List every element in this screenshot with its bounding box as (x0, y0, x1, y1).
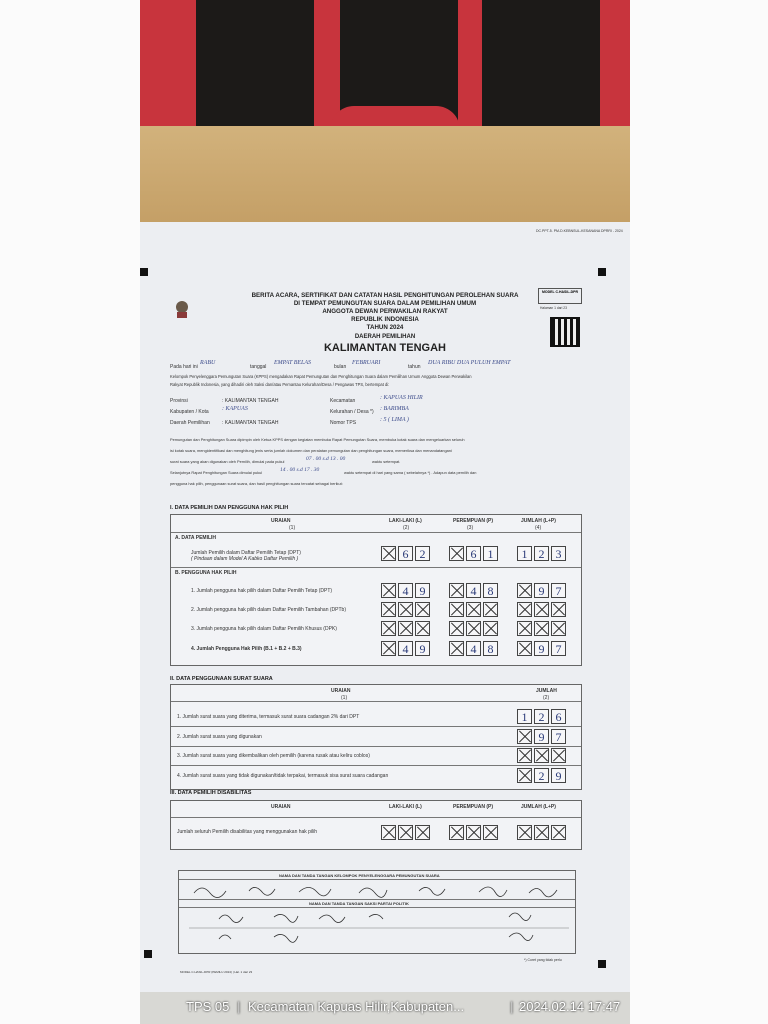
row-label: 2. Jumlah surat suara yang digunakan (177, 734, 262, 740)
digit-box (551, 602, 566, 617)
row-label: Jumlah Pemilih dalam Daftar Pemilih Tetap (DPT) (191, 550, 301, 556)
digit-box (449, 602, 464, 617)
row-label: 3. Jumlah pengguna hak pilih dalam Daftar Pemilih Khusus (DPK) (191, 626, 337, 632)
digit-box (534, 748, 549, 763)
table-surat-suara (170, 684, 582, 790)
b2-perempuan (449, 602, 498, 617)
row-divider (171, 746, 581, 747)
col-header: URAIAN (271, 804, 291, 810)
region-name: KALIMANTAN TENGAH (323, 342, 446, 354)
kabupaten-label: Kabupaten / Kota (170, 409, 209, 415)
footnote: *) Coret yang tidak perlu (524, 958, 562, 962)
digit-box: 7 (551, 729, 566, 744)
region-label: DAERAH PEMILIHAN (354, 334, 416, 340)
paragraph-text: isi kotak suara, mengidentifikasi dan menghitung jenis serta jumlah dokumen dan peralatan pemungutan dan penghitungan suara, memeriksa dan menandatangani (170, 448, 452, 453)
digit-box (415, 602, 430, 617)
row-divider (179, 907, 575, 908)
digit-box (517, 729, 532, 744)
row-label: Jumlah seluruh Pemilih disabilitas yang menggunakan hak pilih (177, 829, 318, 835)
datetime-overlay: 2024.02.14 17:47 (519, 999, 621, 1014)
digit-box (381, 825, 396, 840)
dis-perempuan (449, 825, 498, 840)
digit-box (381, 621, 396, 636)
b4-perempuan (449, 641, 498, 656)
b1-jumlah (517, 583, 566, 598)
digit-box (517, 825, 532, 840)
date-value: EMPAT BELAS (274, 360, 312, 366)
col-header: JUMLAH (L+P) (521, 804, 556, 810)
overlay-separator: | (510, 999, 514, 1014)
digit-box (551, 621, 566, 636)
col-header: PEREMPUAN (P) (453, 804, 494, 810)
kelurahan-value: : BARIMBA (380, 406, 409, 412)
overlay-separator: | (237, 999, 241, 1014)
intro-text: Kelompok Penyelenggara Pemungutan Suara (KPPS) mengadakan Rapat Pemungutan dan Penghitungan Suara dalam Pemilihan Umum Anggota Dewan Perwakilan (170, 374, 472, 379)
row-label: 3. Jumlah surat suara yang dikembalikan oleh pemilih (karena rusak atau keliru coblos) (177, 753, 370, 759)
col-header: LAKI-LAKI (L) (389, 518, 422, 524)
digit-box: 7 (551, 583, 566, 598)
digit-box: 1 (517, 546, 532, 561)
digit-box (534, 825, 549, 840)
digit-box (449, 825, 464, 840)
digit-box (398, 602, 413, 617)
digit-box (449, 641, 464, 656)
registration-mark (140, 268, 148, 276)
col-number: (3) (467, 525, 474, 531)
digit-box: 1 (517, 709, 532, 724)
month-label: bulan (334, 364, 347, 370)
kelurahan-label: Kelurahan / Desa *) (330, 409, 374, 415)
kecamatan-value: : KAPUAS HILIR (380, 395, 423, 401)
digit-box: 4 (466, 641, 481, 656)
digit-box (534, 602, 549, 617)
section-1-title: I. DATA PEMILIH DAN PENGGUNA HAK PILIH (170, 505, 289, 511)
model-label: MODEL C.HASIL-DPR (538, 288, 582, 304)
form-c-hasil (140, 222, 630, 992)
wooden-sill (140, 126, 630, 224)
digit-box (483, 621, 498, 636)
digit-box (381, 546, 396, 561)
signature-table (178, 870, 576, 954)
digit-box: 2 (534, 709, 549, 724)
row-label: 4. Jumlah Pengguna Hak Pilih (B.1 + B.2 + B.3) (191, 646, 302, 652)
year-label: tahun (408, 364, 421, 370)
dpt-laki (381, 546, 430, 561)
digit-box: 9 (551, 768, 566, 783)
digit-box (517, 583, 532, 598)
col-header: PEREMPUAN (P) (453, 518, 494, 524)
paragraph-text: pengguna hak pilih, penggunaan surat suara, dan hasil penghitungan suara tercatat sebagai berikut: (170, 481, 343, 486)
page-info: Halaman 1 dari 23 (540, 306, 567, 310)
digit-box (449, 583, 464, 598)
digit-box (517, 621, 532, 636)
col-number: (2) (403, 525, 410, 531)
col-header: URAIAN (271, 518, 291, 524)
row-divider (179, 899, 575, 900)
tps-value: : 5 ( LIMA ) (380, 417, 409, 423)
paragraph-text: surat suara yang akan digunakan oleh Pemilih, dimulai pada pukul (170, 459, 285, 464)
registration-mark (144, 950, 152, 958)
dpt-jumlah (517, 546, 566, 561)
row-divider (171, 532, 581, 533)
subsection-title: A. DATA PEMILIH (175, 535, 217, 541)
b1-perempuan (449, 583, 498, 598)
digit-box (381, 602, 396, 617)
row-divider (171, 567, 581, 568)
digit-box: 4 (398, 583, 413, 598)
digit-box: 4 (398, 641, 413, 656)
saksi-signatures (189, 909, 569, 949)
ss4-jumlah (517, 768, 566, 783)
row-label: 4. Jumlah surat suara yang tidak digunakan/tidak terpakai, termasuk sisa surat suara cadangan (177, 773, 389, 779)
dpt-perempuan (449, 546, 498, 561)
dapil-value: : KALIMANTAN TENGAH (222, 420, 279, 426)
digit-box: 6 (398, 546, 413, 561)
provinsi-value: : KALIMANTAN TENGAH (222, 398, 279, 404)
digit-box (517, 602, 532, 617)
form-title: BERITA ACARA, SERTIFIKAT DAN CATATAN HASIL PENGHITUNGAN PEROLEHAN SUARA (251, 292, 519, 299)
digit-box: 9 (534, 641, 549, 656)
table-data-pemilih (170, 514, 582, 666)
digit-box: 9 (415, 583, 430, 598)
digit-box: 3 (551, 546, 566, 561)
b4-jumlah (517, 641, 566, 656)
digit-box (415, 825, 430, 840)
table-disabilitas (170, 800, 582, 850)
paragraph-text: Selanjutnya Rapat Penghitungan Suara dimulai pukul (170, 470, 263, 475)
row-note: ( Pindaan dalam Model A Kabko Daftar Pemilih ) (191, 556, 299, 562)
digit-box: 6 (466, 546, 481, 561)
row-label: 1. Jumlah pengguna hak pilih dalam Daftar Pemilih Tetap (DPT) (191, 588, 333, 594)
ss2-jumlah (517, 729, 566, 744)
day-label: Pada hari ini (170, 364, 198, 370)
digit-box: 2 (534, 546, 549, 561)
digit-box: 4 (466, 583, 481, 598)
time-count: 14 . 00 s.d 17 . 30 (280, 467, 320, 473)
window-bar (314, 0, 340, 130)
digit-box (483, 602, 498, 617)
digit-box: 9 (534, 729, 549, 744)
col-header: JUMLAH (L+P) (521, 518, 556, 524)
ss3-jumlah (517, 748, 566, 763)
b3-perempuan (449, 621, 498, 636)
dis-laki (381, 825, 430, 840)
digit-box (551, 825, 566, 840)
col-number: (1) (341, 695, 348, 701)
window-frame-right (600, 0, 630, 130)
digit-box: 2 (415, 546, 430, 561)
digit-box (517, 641, 532, 656)
digit-box: 2 (534, 768, 549, 783)
window-frame-left (140, 0, 196, 130)
month-value: FEBRUARI (352, 360, 381, 366)
b3-jumlah (517, 621, 566, 636)
saksi-signature-title: NAMA DAN TANDA TANGAN SAKSI PARTAI POLITIK (309, 901, 409, 906)
date-label: tanggal (250, 364, 267, 370)
kpps-signatures (189, 881, 569, 899)
digit-box (517, 748, 532, 763)
registration-mark (598, 268, 606, 276)
provinsi-label: Provinsi (170, 398, 188, 404)
b2-jumlah (517, 602, 566, 617)
paragraph-text: waktu setempat. (372, 459, 401, 464)
ss1-jumlah (517, 709, 566, 724)
subsection-title: B. PENGGUNA HAK PILIH (175, 570, 237, 576)
row-divider (171, 726, 581, 727)
section-2-title: II. DATA PENGGUNAAN SURAT SUARA (170, 676, 273, 682)
b1-laki (381, 583, 430, 598)
digit-box (534, 621, 549, 636)
digit-box: 1 (483, 546, 498, 561)
digit-box (466, 621, 481, 636)
b3-laki (381, 621, 430, 636)
photo-timestamp-overlay (0, 994, 768, 1024)
form-title: TAHUN 2024 (366, 324, 404, 331)
col-number: (4) (535, 525, 542, 531)
row-label: 1. Jumlah surat suara yang diterima, termasuk surat suara cadangan 2% dari DPT (177, 714, 360, 720)
digit-box: 8 (483, 641, 498, 656)
form-title: REPUBLIK INDONESIA (351, 316, 419, 323)
location-overlay: Kecamatan Kapuas Hilir,Kabupaten... (248, 999, 465, 1014)
form-title: ANGGOTA DEWAN PERWAKILAN RAKYAT (322, 308, 448, 315)
digit-box: 6 (551, 709, 566, 724)
digit-box (517, 768, 532, 783)
section-3-title: III. DATA PEMILIH DISABILITAS (170, 790, 252, 796)
col-header: JUMLAH (536, 688, 557, 694)
form-footer-code: MODEL C.HASIL-DPR (PEMILU 2024) | Hal. 1 dari 23 (180, 970, 253, 974)
digit-box (551, 748, 566, 763)
digit-box (483, 825, 498, 840)
year-value: DUA RIBU DUA PULUH EMPAT (428, 360, 511, 366)
digit-box: 9 (534, 583, 549, 598)
row-divider (179, 879, 575, 880)
registration-mark (598, 960, 606, 968)
digit-box (449, 621, 464, 636)
code-top: DC.PPT-5. PM-D.KEBNSUL-KESANANA DPRRI - 2024 (536, 229, 623, 233)
dapil-label: Daerah Pemilihan (170, 420, 210, 426)
digit-box (381, 641, 396, 656)
digit-box: 7 (551, 641, 566, 656)
b2-laki (381, 602, 430, 617)
kecamatan-label: Kecamatan (330, 398, 356, 404)
col-number: (2) (543, 695, 550, 701)
digit-box (466, 825, 481, 840)
digit-box: 9 (415, 641, 430, 656)
digit-box (398, 825, 413, 840)
digit-box (449, 546, 464, 561)
row-divider (171, 817, 581, 818)
form-title: DI TEMPAT PEMUNGUTAN SUARA DALAM PEMILIHAN UMUM (293, 300, 477, 307)
time-start: 07 . 00 s.d 13 . 00 (306, 456, 346, 462)
digit-box (381, 583, 396, 598)
paragraph-text: waktu setempat di hari yang sama ( sebelahnya *) . Adapun data pemilih dan (344, 470, 477, 475)
kpps-signature-title: NAMA DAN TANDA TANGAN KELOMPOK PENYELENGGARA PEMUNGUTAN SUARA (279, 873, 440, 878)
day-value: RABU (200, 360, 216, 366)
row-divider (171, 701, 581, 702)
tps-label: Nomor TPS (330, 420, 357, 426)
row-label: 2. Jumlah pengguna hak pilih dalam Daftar Pemilih Tambahan (DPTb) (191, 607, 346, 613)
col-header: LAKI-LAKI (L) (389, 804, 422, 810)
col-number: (1) (289, 525, 296, 531)
intro-text: Rakyat Republik Indonesia, yang dihadiri oleh Saksi dan/atau Pemantau Kelurahan/Desa / Pengawas TPS, bertempat di: (170, 382, 390, 387)
b4-laki (381, 641, 430, 656)
kabupaten-value: : KAPUAS (222, 406, 248, 412)
window-bar (458, 0, 482, 130)
digit-box (415, 621, 430, 636)
paragraph-text: Pemungutan dan Penghitungan Suara dipimpin oleh Ketua KPPS dengan kegiatan membuka Rapat Pemungutan Suara, membuka kotak suara dan mengeluarkan seluruh (170, 437, 465, 442)
digit-box (466, 602, 481, 617)
row-divider (171, 765, 581, 766)
col-header: URAIAN (331, 688, 351, 694)
digit-box: 8 (483, 583, 498, 598)
digit-box (398, 621, 413, 636)
dis-jumlah (517, 825, 566, 840)
photo (140, 0, 630, 1024)
tps-label-overlay: TPS 05 (186, 999, 230, 1014)
